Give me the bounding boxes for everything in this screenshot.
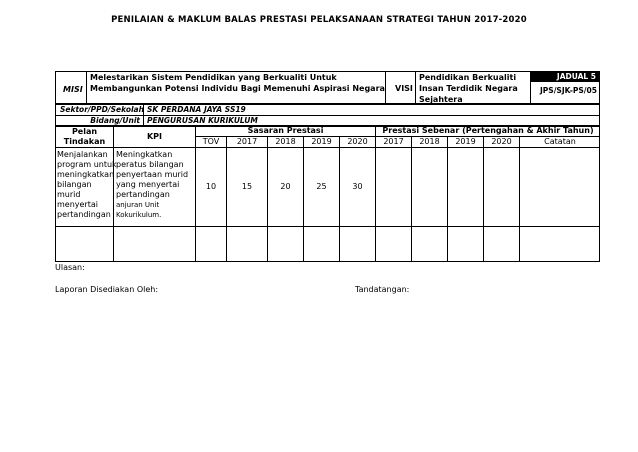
header-pelan-line-1: Pelan — [71, 127, 98, 136]
kpi-cell — [116, 150, 195, 220]
sektor-value: SK PERDANA JAYA SS19 — [147, 105, 246, 114]
jadual-code: JPS/SJK-PS/05 — [540, 86, 597, 95]
divider — [447, 136, 448, 262]
col-sasaran-2018: 2018 — [275, 137, 296, 146]
divider — [385, 71, 386, 104]
pelan-line: Menjalankan — [57, 150, 108, 159]
tandatangan-label: Tandatangan: — [355, 285, 410, 294]
jadual-badge: JADUAL 5 — [531, 72, 599, 82]
header-sasaran: Sasaran Prestasi — [247, 126, 324, 135]
visi-line-1: Pendidikan Berkualiti — [419, 73, 517, 82]
visi-line-2: Insan Terdidik Negara — [419, 84, 518, 93]
divider — [303, 136, 304, 262]
pelan-line: menyertai — [57, 200, 98, 209]
sasaran-2017-value: 15 — [241, 182, 253, 191]
divider — [113, 126, 114, 262]
sasaran-2018-value: 20 — [280, 182, 291, 191]
divider — [519, 136, 520, 262]
ulasan-label: Ulasan: — [55, 263, 85, 272]
header-kpi: KPI — [146, 132, 163, 141]
misi-line-2: Membangunkan Potensi Individu Bagi Memenuhi Aspirasi Negara — [90, 84, 385, 93]
col-sasaran-2020: 2020 — [347, 137, 368, 146]
header-pelan-line-2: Tindakan — [63, 137, 106, 146]
col-prestasi-2017: 2017 — [383, 137, 404, 146]
divider — [226, 136, 227, 262]
sasaran-2020-value: 30 — [352, 182, 363, 191]
laporan-label: Laporan Disediakan Oleh: — [55, 285, 159, 294]
col-prestasi-2020: 2020 — [491, 137, 512, 146]
pelan-line: meningkatkan — [57, 170, 115, 179]
col-prestasi-2019: 2019 — [455, 137, 476, 146]
kpi-line: peratus bilangan — [116, 160, 184, 169]
kpi-line: Kokurikulum. — [116, 211, 162, 219]
kpi-line: pertandingan — [116, 190, 170, 199]
divider — [411, 136, 412, 262]
sasaran-2019-value: 25 — [316, 182, 327, 191]
pelan-line: murid — [57, 190, 81, 199]
pelan-line: program untuk — [57, 160, 117, 169]
col-sasaran-2019: 2019 — [311, 137, 332, 146]
page-title: PENILAIAN & MAKLUM BALAS PRESTASI PELAKSANAAN STRATEGI TAHUN 2017-2020 — [111, 15, 527, 25]
kpi-line: Meningkatkan — [116, 150, 173, 159]
visi-label: VISI — [395, 84, 413, 93]
col-sasaran-2017: 2017 — [236, 137, 258, 146]
kpi-line: anjuran Unit — [116, 201, 160, 209]
visi-line-3: Sejahtera — [419, 95, 463, 104]
kpi-line: penyertaan murid — [116, 170, 189, 179]
sasaran-tov-value: 10 — [205, 182, 217, 191]
divider — [483, 136, 484, 262]
divider — [86, 71, 87, 104]
pelan-line: bilangan — [57, 180, 92, 189]
bidang-label: Bidang/Unit — [90, 116, 140, 125]
col-prestasi-2018: 2018 — [419, 137, 440, 146]
misi-line-1: Melestarikan Sistem Pendidikan yang Berkualiti Untuk — [90, 73, 337, 82]
sektor-label: Sektor/PPD/Sekolah — [60, 105, 144, 114]
divider — [415, 71, 416, 104]
misi-label: MISI — [63, 85, 83, 94]
col-catatan: Catatan — [544, 137, 576, 146]
col-tov: TOV — [202, 137, 220, 146]
header-prestasi: Prestasi Sebenar (Pertengahan & Akhir Tahun) — [382, 126, 594, 135]
pelan-cell — [57, 150, 117, 220]
pelan-line: pertandingan — [57, 210, 111, 219]
bidang-value: PENGURUSAN KURIKULUM — [147, 116, 258, 125]
kpi-line: yang menyertai — [116, 180, 180, 189]
divider — [339, 136, 340, 262]
divider — [267, 136, 268, 262]
